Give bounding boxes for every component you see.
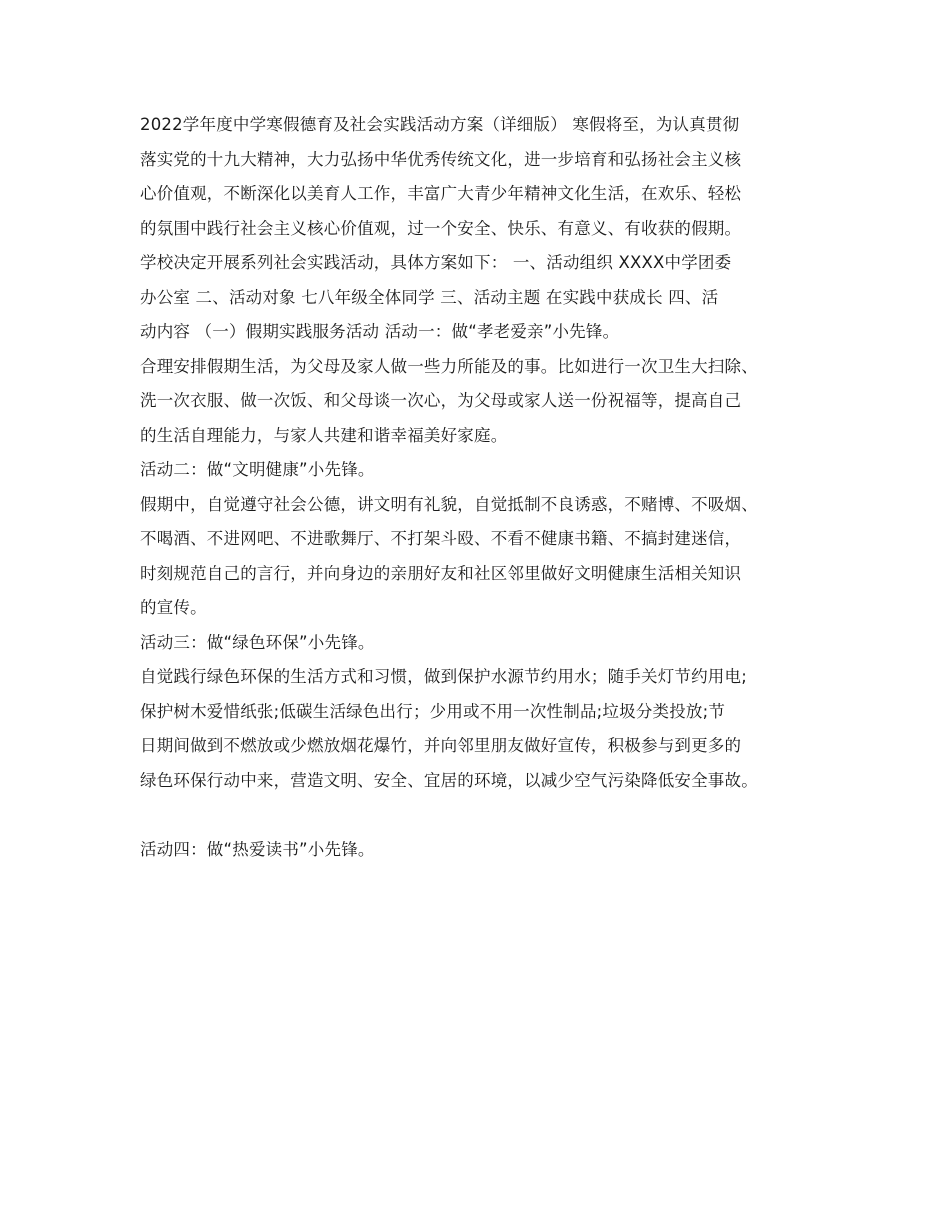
paragraph-gap xyxy=(140,798,830,833)
text-line: 活动三：做“绿色环保”小先锋。 xyxy=(140,632,375,652)
text-line: 的宣传。 xyxy=(140,598,207,617)
document-body xyxy=(140,108,830,867)
text-line: 动内容 （一）假期实践服务活动 活动一：做“孝老爱亲”小先锋。 xyxy=(140,322,620,341)
text-line: 不喝酒、不进网吧、不进歌舞厅、不打架斗殴、不看不健康书籍、不搞封建迷信， xyxy=(140,529,742,548)
text-line: 的生活自理能力，与家人共建和谐幸福美好家庭。 xyxy=(140,425,508,445)
text-line: 办公室 二、活动对象 七八年级全体同学 三、活动主题 在实践中获成长 四、活 xyxy=(140,287,719,307)
text-line: 假期中，自觉遵守社会公德，讲文明有礼貌，自觉抵制不良诱惑，不赌博、不吸烟、 xyxy=(140,494,758,514)
text-line: 日期间做到不燃放或少燃放烟花爆竹，并向邻里朋友做好宣传，积极参与到更多的 xyxy=(140,736,742,755)
text-line: 洗一次衣服、做一次饭、和父母谈一次心，为父母或家人送一份祝福等，提高自己 xyxy=(140,391,742,410)
text-line: 活动二：做“文明健康”小先锋。 xyxy=(140,460,375,479)
text-line: 自觉践行绿色环保的生活方式和习惯，做到保护水源节约用水；随手关灯节约用电; xyxy=(140,667,747,686)
text-line: 心价值观，不断深化以美育人工作，丰富广大青少年精神文化生活，在欢乐、轻松 xyxy=(140,184,742,203)
text-line: 保护树木爱惜纸张;低碳生活绿色出行；少用或不用一次性制品;垃圾分类投放;节 xyxy=(140,701,726,721)
text-line: 合理安排假期生活，为父母及家人做一些力所能及的事。比如进行一次卫生大扫除、 xyxy=(140,356,758,376)
text-line: 学校决定开展系列社会实践活动，具体方案如下： 一、活动组织 XXXX中学团委 xyxy=(140,253,732,272)
text-line: 2022学年度中学寒假德育及社会实践活动方案（详细版） 寒假将至，为认真贯彻 xyxy=(140,115,740,134)
text-line: 活动四：做“热爱读书”小先锋。 xyxy=(140,839,375,859)
text-line: 时刻规范自己的言行，并向身边的亲朋好友和社区邻里做好文明健康生活相关知识 xyxy=(140,563,742,583)
text-line: 的氛围中践行社会主义核心价值观，过一个安全、快乐、有意义、有收获的假期。 xyxy=(140,218,742,238)
text-line: 绿色环保行动中来，营造文明、安全、宜居的环境，以减少空气污染降低安全事故。 xyxy=(140,770,758,790)
text-line: 落实党的十九大精神，大力弘扬中华优秀传统文化，进一步培育和弘扬社会主义核 xyxy=(140,149,742,169)
